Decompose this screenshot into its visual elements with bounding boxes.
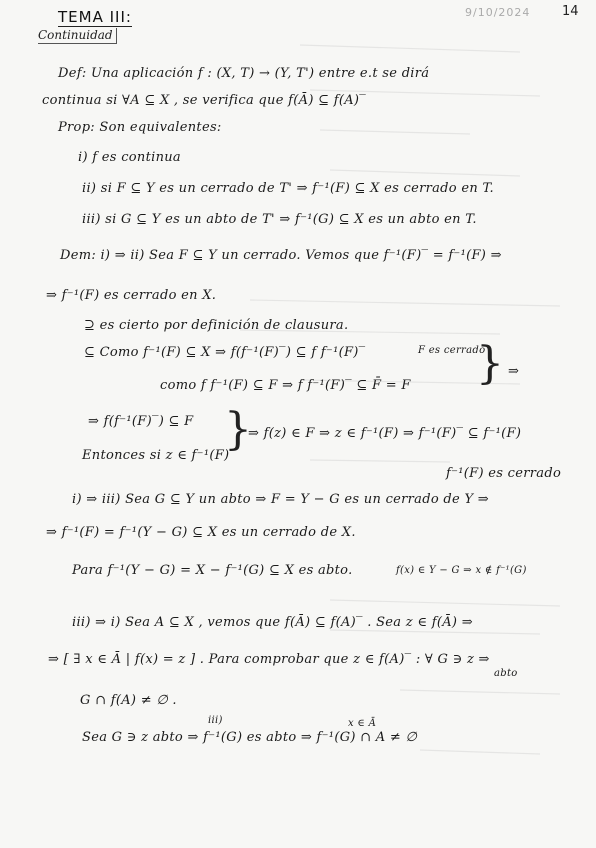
proof-line-11: Para f⁻¹(Y − G) = X − f⁻¹(G) ⊆ X es abto.: [72, 563, 353, 578]
proof-line-1: Dem: i) ⇒ ii) Sea F ⊆ Y un cerrado. Vemos que f⁻¹(F)‾ = f⁻¹(F) ⇒: [60, 248, 502, 263]
right-brace-2: }: [224, 404, 252, 455]
conclusion-cerrado: f⁻¹(F) es cerrado: [446, 466, 562, 481]
condition-i: i) f es continua: [78, 150, 181, 165]
annotation-iii: iii): [208, 715, 223, 726]
proposition-heading: Prop: Son equivalentes:: [58, 120, 222, 135]
proof-line-13: ⇒ [ ∃ x ∈ Ā | f(x) = z ] . Para comprobar que z ∈ f(A)‾ : ∀ G ∋ z ⇒: [48, 652, 490, 667]
proof-line-12: iii) ⇒ i) Sea A ⊆ X , vemos que f(Ā) ⊆ f(A)‾ . Sea z ∈ f(Ā) ⇒: [72, 615, 473, 630]
proof-line-7: ⇒ f(z) ∈ F ⇒ z ∈ f⁻¹(F) ⇒ f⁻¹(F)‾ ⊆ f⁻¹(F): [248, 426, 522, 441]
proof-line-9: i) ⇒ iii) Sea G ⊆ Y un abto ⇒ F = Y − G es un cerrado de Y ⇒: [72, 492, 489, 507]
condition-iii: iii) si G ⊆ Y es un abto de T' ⇒ f⁻¹(G) ⊆ X es un abto en T.: [82, 212, 477, 227]
proof-line-14: G ∩ f(A) ≠ ∅ .: [80, 693, 177, 708]
proof-line-3: ⊇ es cierto por definición de clausura.: [84, 318, 349, 333]
definition-line-1: Def: Una aplicación f : (X, T) → (Y, T') entre e.t se dirá: [58, 66, 430, 81]
annotation-abto: abto: [494, 668, 518, 679]
date: 9/10/2024: [465, 6, 531, 19]
page-subtitle: Continuidad: [38, 28, 117, 44]
proof-line-8: Entonces si z ∈ f⁻¹(F)‾: [82, 448, 237, 463]
condition-ii: ii) si F ⊆ Y es un cerrado de T' ⇒ f⁻¹(F) ⊆ X es cerrado en T.: [82, 181, 494, 196]
proof-line-4: ⊆ Como f⁻¹(F) ⊆ X ⇒ f(f⁻¹(F)‾) ⊆ f f⁻¹(F)‾: [84, 345, 366, 360]
annotation-f-cerrado: F es cerrado: [418, 345, 486, 356]
proof-line-5: como f f⁻¹(F) ⊆ F ⇒ f f⁻¹(F)‾ ⊆ F̄ = F: [160, 378, 411, 393]
annotation-x-in-closure: x ∈ Ā: [348, 718, 377, 729]
proof-line-10: ⇒ f⁻¹(F) = f⁻¹(Y − G) ⊆ X es un cerrado de X.: [46, 525, 356, 540]
proof-line-6: ⇒ f(f⁻¹(F)‾) ⊆ F: [88, 414, 194, 429]
page-title: TEMA III:: [58, 8, 132, 26]
side-note: f(x) ∈ Y − G ⇒ x ∉ f⁻¹(G): [396, 565, 527, 576]
proof-line-2: ⇒ f⁻¹(F) es cerrado en X.: [46, 288, 217, 303]
right-brace-1: }: [476, 338, 504, 389]
definition-line-2: continua si ∀A ⊆ X , se verifica que f(Ā) ⊆ f(A)‾: [42, 93, 367, 108]
proof-line-15: Sea G ∋ z abto ⇒ f⁻¹(G) es abto ⇒ f⁻¹(G) ∩ A ≠ ∅: [82, 730, 418, 745]
brace-implication: ⇒: [508, 364, 520, 379]
page-number: 14: [562, 4, 579, 19]
